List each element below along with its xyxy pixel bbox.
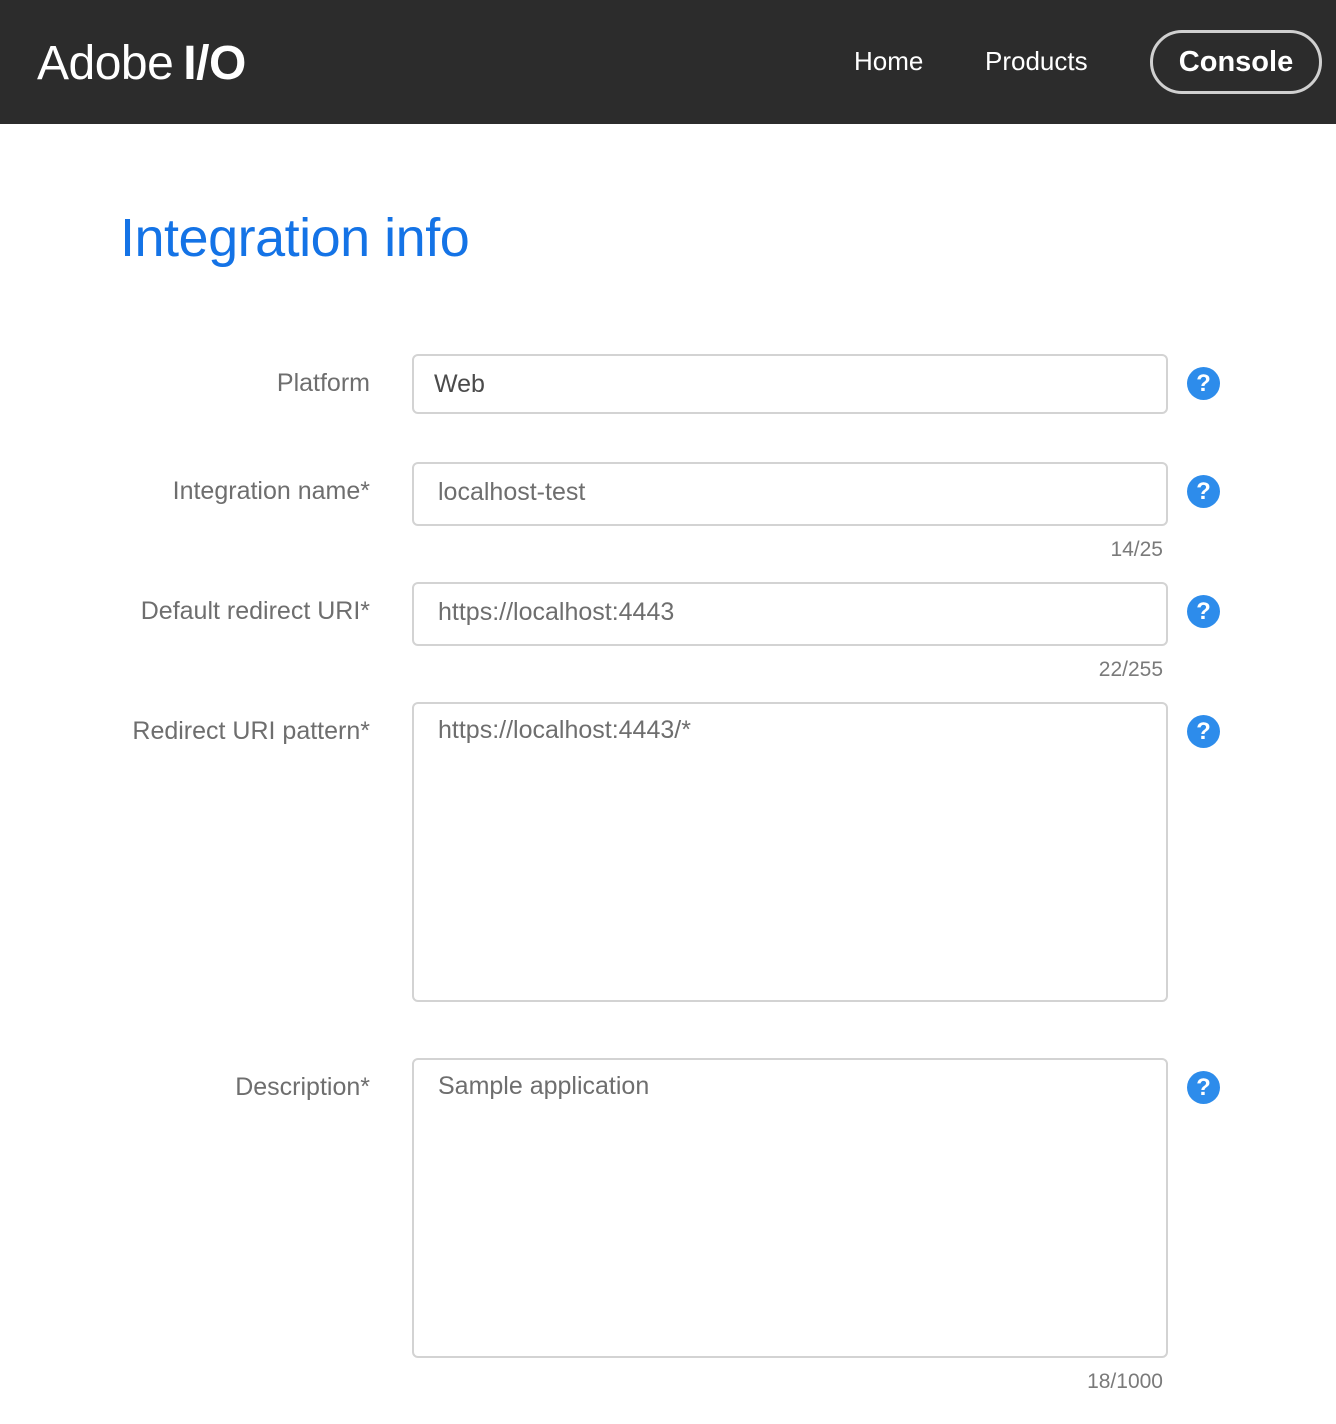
platform-value: Web (434, 370, 485, 398)
platform-help-icon[interactable]: ? (1187, 367, 1220, 400)
description-help-icon[interactable]: ? (1187, 1071, 1220, 1104)
default-redirect-uri-input[interactable] (412, 582, 1168, 646)
default-redirect-uri-counter: 22/255 (1098, 658, 1163, 681)
default-redirect-uri-help-icon[interactable]: ? (1187, 595, 1220, 628)
default-redirect-uri-value: https://localhost:4443 (438, 598, 675, 626)
console-button[interactable]: Console (1150, 30, 1322, 94)
platform-field (412, 354, 1168, 414)
adobe-io-logo[interactable] (37, 36, 246, 92)
redirect-uri-pattern-help-icon[interactable]: ? (1187, 715, 1220, 748)
integration-name-counter: 14/25 (1110, 538, 1163, 561)
brand-name: Adobe (37, 37, 174, 90)
description-textarea[interactable] (412, 1058, 1168, 1358)
page-title: Integration info (120, 208, 470, 268)
integration-name-help-icon[interactable]: ? (1187, 475, 1220, 508)
redirect-uri-pattern-label: Redirect URI pattern* (132, 717, 370, 745)
nav-products-link[interactable]: Products (985, 46, 1088, 76)
platform-label: Platform (276, 369, 370, 397)
integration-name-label: Integration name* (172, 477, 370, 505)
integration-name-input[interactable] (412, 462, 1168, 526)
redirect-uri-pattern-value: https://localhost:4443/* (438, 716, 691, 744)
description-label: Description* (235, 1073, 370, 1101)
top-nav-bar (0, 0, 1336, 124)
brand-mark: I/O (183, 37, 246, 90)
default-redirect-uri-label: Default redirect URI* (140, 597, 370, 625)
nav-home-link[interactable]: Home (854, 46, 924, 76)
description-counter: 18/1000 (1087, 1370, 1163, 1393)
redirect-uri-pattern-textarea[interactable] (412, 702, 1168, 1002)
description-value: Sample application (438, 1072, 650, 1100)
integration-name-value: localhost-test (438, 478, 586, 506)
